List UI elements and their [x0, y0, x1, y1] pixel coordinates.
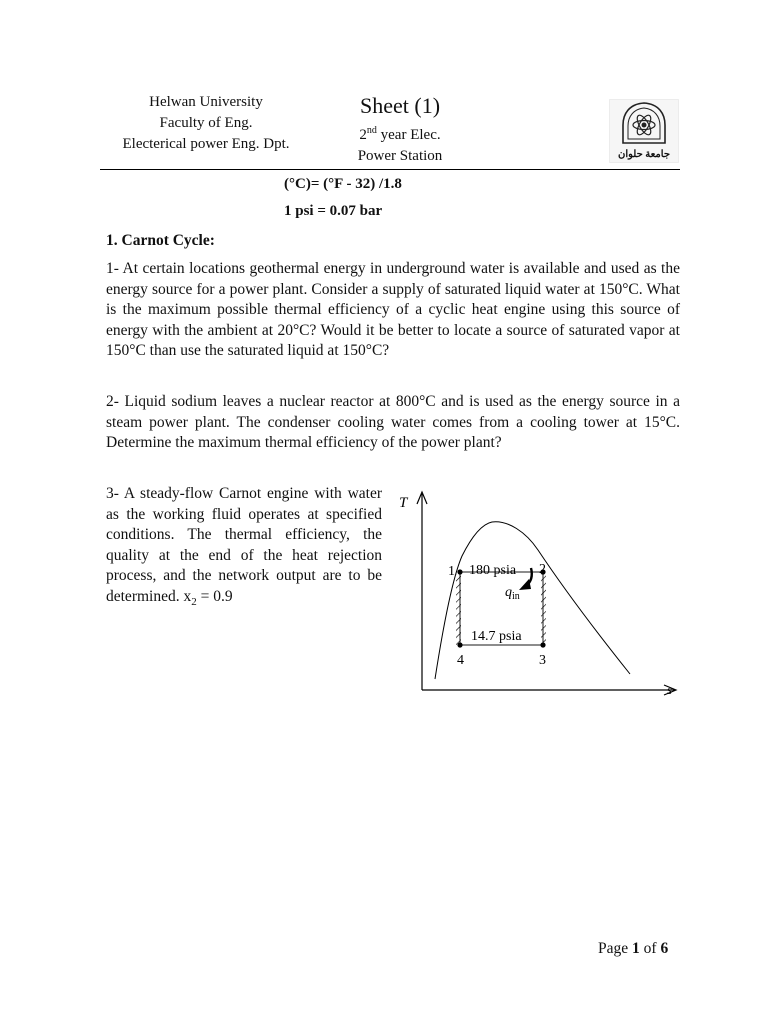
logo-text: جامعة حلوان	[617, 149, 671, 160]
point-label-1: 1	[448, 564, 455, 579]
ts-diagram	[390, 484, 690, 704]
page-word: Page	[598, 940, 633, 957]
year-text: year Elec.	[376, 127, 441, 143]
heat-input-arrowhead	[519, 579, 531, 590]
department-name: Electerical power Eng. Dpt.	[122, 136, 290, 152]
header-divider	[100, 169, 680, 170]
state-point-1	[457, 569, 462, 574]
section-title: 1. Carnot Cycle:	[106, 232, 215, 249]
low-pressure-label: 14.7 psia	[471, 629, 522, 644]
problem-3	[106, 484, 382, 612]
isentropic-expansion-hatch	[541, 574, 546, 645]
high-pressure-label: 180 psia	[469, 563, 517, 578]
problem-3-subscript: 2	[191, 595, 197, 608]
saturation-dome	[435, 522, 630, 679]
problem-1: 1- At certain locations geothermal energy in underground water is available and used as the energy source for a power plant. Consider a supply of saturated liquid water at 150°C. What is the maximum possible thermal efficiency of a cyclic heat engine using this source of energy with the ambient at 20°C? Would it be better to locate a source of saturated vapor at 150°C than use the saturated liquid at 150°C?	[106, 260, 680, 359]
pressure-conversion: 1 psi = 0.07 bar	[284, 203, 383, 219]
course-name: Power Station	[357, 148, 443, 164]
heat-input-label: $q_{in}$	[505, 585, 520, 602]
temperature-formula: (°C)= (°F - 32) /1.8	[284, 176, 402, 192]
s-axis-label: s	[667, 682, 673, 697]
header-sheet-info	[330, 92, 470, 167]
faculty-name: Faculty of Eng.	[159, 115, 253, 131]
point-label-4: 4	[457, 653, 464, 668]
point-label-3: 3	[539, 653, 546, 668]
t-axis-label: T	[399, 495, 408, 511]
year-number: 2	[359, 127, 367, 143]
university-logo	[609, 99, 679, 163]
state-point-3	[540, 642, 545, 647]
year-line	[330, 120, 470, 146]
sheet-title: Sheet (1)	[359, 93, 441, 118]
state-point-4	[457, 642, 462, 647]
problem-3-end: = 0.9	[196, 587, 233, 605]
of-word: of	[639, 940, 661, 957]
problem-2: 2- Liquid sodium leaves a nuclear reactor at 800°C and is used as the energy source in a steam power plant. The condenser cooling water comes from a cooling tower at 15°C. Determine the maximum thermal efficiency of the power plant?	[106, 393, 680, 451]
year-suffix: nd	[366, 125, 377, 136]
university-name: Helwan University	[149, 94, 263, 110]
point-label-2: 2	[539, 562, 546, 577]
page-footer	[598, 940, 668, 958]
problem-3-text: 3- A steady-flow Carnot engine with water as the working fluid operates at specified conditions. The thermal efficiency, the quality at the end of the heat rejection process, and the network output are to be determined. x	[106, 485, 382, 605]
header-institution	[96, 92, 316, 155]
page-number: 1	[632, 940, 640, 957]
page-total: 6	[660, 940, 669, 957]
